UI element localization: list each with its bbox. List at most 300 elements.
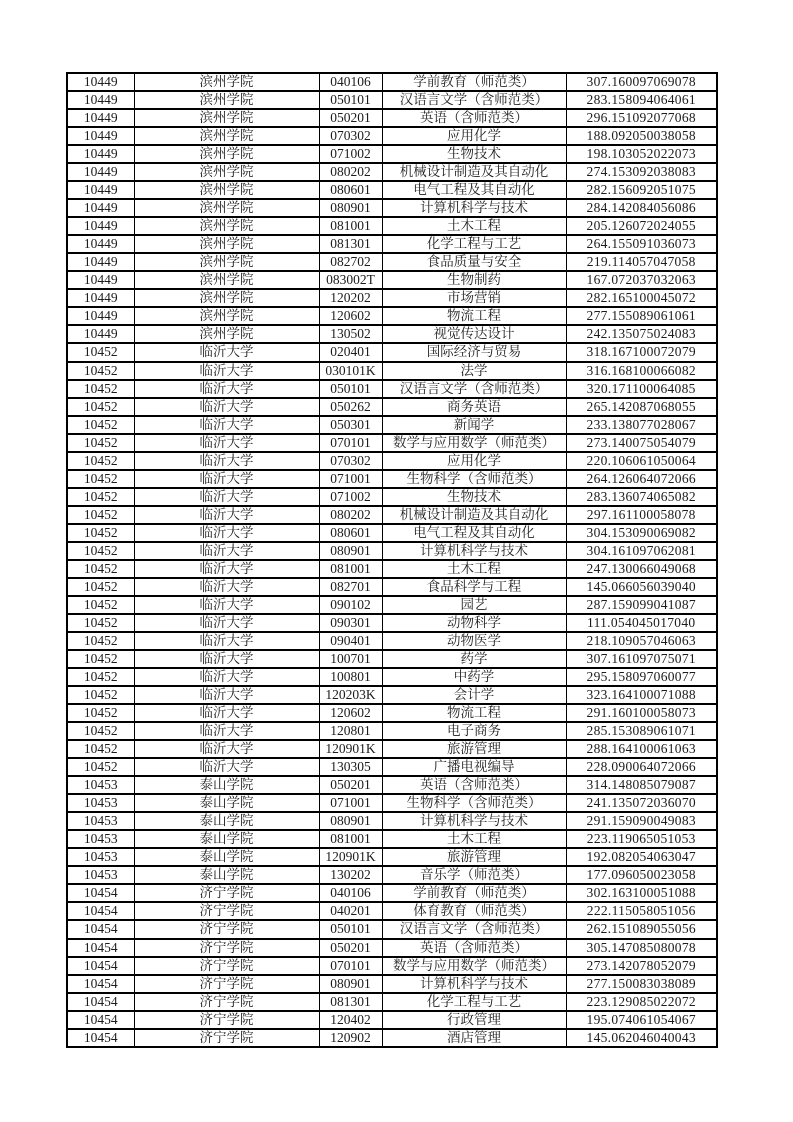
- school-code-cell: 10452: [67, 704, 134, 722]
- major-code-cell: 071001: [319, 794, 382, 812]
- school-code-cell: 10452: [67, 722, 134, 740]
- score-cell: 219.114057047058: [566, 253, 717, 271]
- major-code-cell: 130202: [319, 866, 382, 884]
- table-row: [67, 578, 717, 596]
- school-code-cell: 10452: [67, 596, 134, 614]
- major-name-cell: 计算机科学与技术: [382, 975, 566, 993]
- score-cell: 192.082054063047: [566, 848, 717, 866]
- school-code-cell: 10453: [67, 830, 134, 848]
- score-cell: 223.129085022072: [566, 993, 717, 1011]
- major-name-cell: 酒店管理: [382, 1029, 566, 1047]
- school-code-cell: 10452: [67, 560, 134, 578]
- score-cell: 282.165100045072: [566, 289, 717, 307]
- table-row: [67, 542, 717, 560]
- table-row: [67, 199, 717, 217]
- major-code-cell: 081001: [319, 560, 382, 578]
- table-row: [67, 686, 717, 704]
- school-code-cell: 10452: [67, 380, 134, 398]
- school-name-cell: 临沂大学: [134, 398, 319, 416]
- school-name-cell: 泰山学院: [134, 794, 319, 812]
- score-cell: 205.126072024055: [566, 217, 717, 235]
- school-name-cell: 济宁学院: [134, 975, 319, 993]
- school-name-cell: 滨州学院: [134, 253, 319, 271]
- school-name-cell: 泰山学院: [134, 776, 319, 794]
- school-code-cell: 10454: [67, 993, 134, 1011]
- school-code-cell: 10449: [67, 325, 134, 343]
- school-name-cell: 临沂大学: [134, 362, 319, 380]
- table-row: [67, 758, 717, 776]
- table-row: [67, 794, 717, 812]
- major-code-cell: 070302: [319, 452, 382, 470]
- score-cell: 262.151089055056: [566, 920, 717, 938]
- score-cell: 295.158097060077: [566, 668, 717, 686]
- school-code-cell: 10449: [67, 145, 134, 163]
- school-code-cell: 10452: [67, 650, 134, 668]
- table-row: [67, 830, 717, 848]
- school-code-cell: 10449: [67, 253, 134, 271]
- school-code-cell: 10452: [67, 343, 134, 361]
- score-cell: 304.161097062081: [566, 542, 717, 560]
- major-name-cell: 土木工程: [382, 560, 566, 578]
- major-code-cell: 070101: [319, 957, 382, 975]
- score-cell: 264.155091036073: [566, 235, 717, 253]
- major-name-cell: 计算机科学与技术: [382, 812, 566, 830]
- major-code-cell: 090102: [319, 596, 382, 614]
- major-name-cell: 电气工程及其自动化: [382, 524, 566, 542]
- major-name-cell: 中药学: [382, 668, 566, 686]
- school-name-cell: 临沂大学: [134, 722, 319, 740]
- major-code-cell: 080901: [319, 812, 382, 830]
- school-name-cell: 临沂大学: [134, 704, 319, 722]
- score-cell: 273.140075054079: [566, 434, 717, 452]
- major-name-cell: 计算机科学与技术: [382, 542, 566, 560]
- score-cell: 285.153089061071: [566, 722, 717, 740]
- score-cell: 111.054045017040: [566, 614, 717, 632]
- school-code-cell: 10452: [67, 506, 134, 524]
- school-code-cell: 10453: [67, 794, 134, 812]
- school-code-cell: 10452: [67, 434, 134, 452]
- school-name-cell: 泰山学院: [134, 830, 319, 848]
- major-name-cell: 学前教育（师范类）: [382, 73, 566, 91]
- table-row: [67, 416, 717, 434]
- major-code-cell: 083002T: [319, 271, 382, 289]
- table-row: [67, 939, 717, 957]
- school-name-cell: 济宁学院: [134, 884, 319, 902]
- table-row: [67, 596, 717, 614]
- table-row: [67, 253, 717, 271]
- major-name-cell: 土木工程: [382, 830, 566, 848]
- score-cell: 305.147085080078: [566, 939, 717, 957]
- school-name-cell: 滨州学院: [134, 163, 319, 181]
- major-code-cell: 082701: [319, 578, 382, 596]
- major-name-cell: 食品质量与安全: [382, 253, 566, 271]
- school-code-cell: 10449: [67, 289, 134, 307]
- table-row: [67, 524, 717, 542]
- major-name-cell: 生物科学（含师范类）: [382, 470, 566, 488]
- major-name-cell: 旅游管理: [382, 848, 566, 866]
- major-code-cell: 071002: [319, 488, 382, 506]
- school-name-cell: 临沂大学: [134, 758, 319, 776]
- school-code-cell: 10453: [67, 866, 134, 884]
- score-cell: 188.092050038058: [566, 127, 717, 145]
- score-cell: 242.135075024083: [566, 325, 717, 343]
- score-cell: 223.119065051053: [566, 830, 717, 848]
- table-row: [67, 127, 717, 145]
- major-code-cell: 120901K: [319, 848, 382, 866]
- school-name-cell: 临沂大学: [134, 343, 319, 361]
- major-name-cell: 视觉传达设计: [382, 325, 566, 343]
- major-code-cell: 130305: [319, 758, 382, 776]
- scores-table-body: [67, 73, 717, 1047]
- table-row: [67, 163, 717, 181]
- major-name-cell: 化学工程与工艺: [382, 993, 566, 1011]
- score-cell: 302.163100051088: [566, 884, 717, 902]
- school-name-cell: 临沂大学: [134, 524, 319, 542]
- major-name-cell: 汉语言文学（含师范类）: [382, 920, 566, 938]
- major-code-cell: 100701: [319, 650, 382, 668]
- major-name-cell: 汉语言文学（含师范类）: [382, 91, 566, 109]
- school-name-cell: 滨州学院: [134, 91, 319, 109]
- major-code-cell: 090401: [319, 632, 382, 650]
- major-code-cell: 040106: [319, 884, 382, 902]
- school-code-cell: 10449: [67, 73, 134, 91]
- table-row: [67, 289, 717, 307]
- table-row: [67, 73, 717, 91]
- school-name-cell: 济宁学院: [134, 920, 319, 938]
- table-row: [67, 776, 717, 794]
- score-cell: 291.159090049083: [566, 812, 717, 830]
- school-name-cell: 滨州学院: [134, 145, 319, 163]
- school-code-cell: 10454: [67, 1029, 134, 1047]
- major-name-cell: 物流工程: [382, 307, 566, 325]
- school-code-cell: 10449: [67, 199, 134, 217]
- school-code-cell: 10454: [67, 939, 134, 957]
- school-code-cell: 10452: [67, 452, 134, 470]
- major-name-cell: 行政管理: [382, 1011, 566, 1029]
- school-name-cell: 滨州学院: [134, 217, 319, 235]
- score-cell: 274.153092038083: [566, 163, 717, 181]
- major-name-cell: 英语（含师范类）: [382, 776, 566, 794]
- school-name-cell: 临沂大学: [134, 542, 319, 560]
- score-cell: 283.158094064061: [566, 91, 717, 109]
- school-code-cell: 10452: [67, 488, 134, 506]
- table-row: [67, 704, 717, 722]
- score-cell: 198.103052022073: [566, 145, 717, 163]
- table-row: [67, 920, 717, 938]
- major-code-cell: 070101: [319, 434, 382, 452]
- school-code-cell: 10449: [67, 91, 134, 109]
- table-row: [67, 325, 717, 343]
- table-row: [67, 506, 717, 524]
- school-name-cell: 滨州学院: [134, 127, 319, 145]
- school-name-cell: 滨州学院: [134, 181, 319, 199]
- major-code-cell: 080901: [319, 199, 382, 217]
- major-code-cell: 090301: [319, 614, 382, 632]
- school-code-cell: 10452: [67, 362, 134, 380]
- table-row: [67, 307, 717, 325]
- table-row: [67, 560, 717, 578]
- school-name-cell: 泰山学院: [134, 866, 319, 884]
- school-name-cell: 滨州学院: [134, 199, 319, 217]
- table-row: [67, 812, 717, 830]
- table-row: [67, 145, 717, 163]
- score-cell: 284.142084056086: [566, 199, 717, 217]
- school-code-cell: 10452: [67, 632, 134, 650]
- major-code-cell: 120402: [319, 1011, 382, 1029]
- major-name-cell: 化学工程与工艺: [382, 235, 566, 253]
- major-code-cell: 120602: [319, 704, 382, 722]
- major-name-cell: 音乐学（师范类）: [382, 866, 566, 884]
- major-code-cell: 050262: [319, 398, 382, 416]
- table-row: [67, 848, 717, 866]
- major-code-cell: 120202: [319, 289, 382, 307]
- school-name-cell: 临沂大学: [134, 650, 319, 668]
- school-name-cell: 临沂大学: [134, 596, 319, 614]
- table-row: [67, 975, 717, 993]
- school-name-cell: 临沂大学: [134, 578, 319, 596]
- major-code-cell: 050101: [319, 920, 382, 938]
- school-code-cell: 10454: [67, 920, 134, 938]
- major-name-cell: 动物医学: [382, 632, 566, 650]
- major-code-cell: 100801: [319, 668, 382, 686]
- major-name-cell: 市场营销: [382, 289, 566, 307]
- school-name-cell: 临沂大学: [134, 632, 319, 650]
- score-cell: 288.164100061063: [566, 740, 717, 758]
- score-cell: 314.148085079087: [566, 776, 717, 794]
- school-code-cell: 10452: [67, 542, 134, 560]
- major-name-cell: 物流工程: [382, 704, 566, 722]
- school-name-cell: 滨州学院: [134, 307, 319, 325]
- score-cell: 222.115058051056: [566, 902, 717, 920]
- school-name-cell: 济宁学院: [134, 993, 319, 1011]
- school-code-cell: 10449: [67, 307, 134, 325]
- major-name-cell: 数学与应用数学（师范类）: [382, 434, 566, 452]
- major-code-cell: 130502: [319, 325, 382, 343]
- table-row: [67, 632, 717, 650]
- major-name-cell: 生物科学（含师范类）: [382, 794, 566, 812]
- score-cell: 247.130066049068: [566, 560, 717, 578]
- major-code-cell: 120602: [319, 307, 382, 325]
- major-code-cell: 070302: [319, 127, 382, 145]
- major-code-cell: 081001: [319, 217, 382, 235]
- score-cell: 241.135072036070: [566, 794, 717, 812]
- table-row: [67, 380, 717, 398]
- score-cell: 167.072037032063: [566, 271, 717, 289]
- school-name-cell: 济宁学院: [134, 957, 319, 975]
- score-cell: 323.164100071088: [566, 686, 717, 704]
- table-row: [67, 1011, 717, 1029]
- score-cell: 318.167100072079: [566, 343, 717, 361]
- school-code-cell: 10449: [67, 163, 134, 181]
- major-name-cell: 动物科学: [382, 614, 566, 632]
- school-name-cell: 滨州学院: [134, 235, 319, 253]
- score-cell: 195.074061054067: [566, 1011, 717, 1029]
- major-code-cell: 050101: [319, 380, 382, 398]
- school-code-cell: 10453: [67, 848, 134, 866]
- table-row: [67, 271, 717, 289]
- table-row: [67, 109, 717, 127]
- school-name-cell: 济宁学院: [134, 939, 319, 957]
- major-name-cell: 数学与应用数学（师范类）: [382, 957, 566, 975]
- major-code-cell: 071001: [319, 470, 382, 488]
- school-code-cell: 10454: [67, 902, 134, 920]
- score-cell: 265.142087068055: [566, 398, 717, 416]
- score-cell: 233.138077028067: [566, 416, 717, 434]
- table-row: [67, 614, 717, 632]
- table-row: [67, 650, 717, 668]
- major-name-cell: 机械设计制造及其自动化: [382, 163, 566, 181]
- major-name-cell: 药学: [382, 650, 566, 668]
- school-code-cell: 10454: [67, 1011, 134, 1029]
- school-name-cell: 滨州学院: [134, 271, 319, 289]
- school-name-cell: 临沂大学: [134, 668, 319, 686]
- school-name-cell: 临沂大学: [134, 488, 319, 506]
- school-code-cell: 10449: [67, 217, 134, 235]
- school-code-cell: 10452: [67, 416, 134, 434]
- school-code-cell: 10452: [67, 668, 134, 686]
- table-row: [67, 957, 717, 975]
- score-cell: 297.161100058078: [566, 506, 717, 524]
- major-code-cell: 071002: [319, 145, 382, 163]
- score-cell: 177.096050023058: [566, 866, 717, 884]
- major-name-cell: 应用化学: [382, 452, 566, 470]
- school-name-cell: 济宁学院: [134, 1029, 319, 1047]
- major-code-cell: 080901: [319, 975, 382, 993]
- score-cell: 277.155089061061: [566, 307, 717, 325]
- score-cell: 316.168100066082: [566, 362, 717, 380]
- major-code-cell: 120203K: [319, 686, 382, 704]
- score-cell: 307.161097075071: [566, 650, 717, 668]
- major-name-cell: 土木工程: [382, 217, 566, 235]
- school-name-cell: 滨州学院: [134, 73, 319, 91]
- major-name-cell: 新闻学: [382, 416, 566, 434]
- major-code-cell: 050201: [319, 776, 382, 794]
- table-row: [67, 488, 717, 506]
- table-row: [67, 343, 717, 361]
- school-name-cell: 临沂大学: [134, 686, 319, 704]
- school-code-cell: 10449: [67, 181, 134, 199]
- school-code-cell: 10453: [67, 812, 134, 830]
- table-row: [67, 722, 717, 740]
- major-code-cell: 120901K: [319, 740, 382, 758]
- major-code-cell: 080601: [319, 181, 382, 199]
- table-row: [67, 235, 717, 253]
- table-row: [67, 434, 717, 452]
- major-code-cell: 081001: [319, 830, 382, 848]
- major-code-cell: 080601: [319, 524, 382, 542]
- major-name-cell: 旅游管理: [382, 740, 566, 758]
- major-name-cell: 生物技术: [382, 488, 566, 506]
- score-cell: 282.156092051075: [566, 181, 717, 199]
- school-code-cell: 10452: [67, 614, 134, 632]
- table-row: [67, 452, 717, 470]
- major-name-cell: 英语（含师范类）: [382, 109, 566, 127]
- school-code-cell: 10454: [67, 975, 134, 993]
- major-code-cell: 082702: [319, 253, 382, 271]
- school-name-cell: 泰山学院: [134, 848, 319, 866]
- school-name-cell: 滨州学院: [134, 325, 319, 343]
- major-code-cell: 040201: [319, 902, 382, 920]
- major-code-cell: 050201: [319, 939, 382, 957]
- major-name-cell: 学前教育（师范类）: [382, 884, 566, 902]
- table-row: [67, 740, 717, 758]
- score-cell: 307.160097069078: [566, 73, 717, 91]
- score-cell: 145.062046040043: [566, 1029, 717, 1047]
- table-row: [67, 91, 717, 109]
- school-name-cell: 临沂大学: [134, 434, 319, 452]
- table-row: [67, 217, 717, 235]
- score-cell: 277.150083038089: [566, 975, 717, 993]
- score-cell: 291.160100058073: [566, 704, 717, 722]
- major-name-cell: 机械设计制造及其自动化: [382, 506, 566, 524]
- score-cell: 304.153090069082: [566, 524, 717, 542]
- school-code-cell: 10452: [67, 524, 134, 542]
- school-code-cell: 10452: [67, 398, 134, 416]
- major-name-cell: 法学: [382, 362, 566, 380]
- table-row: [67, 362, 717, 380]
- table-row: [67, 1029, 717, 1047]
- score-cell: 220.106061050064: [566, 452, 717, 470]
- school-code-cell: 10452: [67, 758, 134, 776]
- school-code-cell: 10452: [67, 578, 134, 596]
- score-cell: 287.159099041087: [566, 596, 717, 614]
- score-cell: 264.126064072066: [566, 470, 717, 488]
- score-cell: 320.171100064085: [566, 380, 717, 398]
- school-code-cell: 10454: [67, 957, 134, 975]
- school-code-cell: 10452: [67, 740, 134, 758]
- school-code-cell: 10453: [67, 776, 134, 794]
- school-name-cell: 泰山学院: [134, 812, 319, 830]
- major-name-cell: 园艺: [382, 596, 566, 614]
- school-name-cell: 滨州学院: [134, 289, 319, 307]
- school-name-cell: 临沂大学: [134, 560, 319, 578]
- score-cell: 283.136074065082: [566, 488, 717, 506]
- school-name-cell: 临沂大学: [134, 740, 319, 758]
- major-code-cell: 120902: [319, 1029, 382, 1047]
- score-cell: 273.142078052079: [566, 957, 717, 975]
- school-code-cell: 10449: [67, 271, 134, 289]
- major-code-cell: 080901: [319, 542, 382, 560]
- school-code-cell: 10452: [67, 686, 134, 704]
- major-name-cell: 商务英语: [382, 398, 566, 416]
- school-name-cell: 临沂大学: [134, 506, 319, 524]
- school-name-cell: 滨州学院: [134, 109, 319, 127]
- major-code-cell: 081301: [319, 993, 382, 1011]
- major-name-cell: 电气工程及其自动化: [382, 181, 566, 199]
- school-name-cell: 济宁学院: [134, 902, 319, 920]
- major-name-cell: 英语（含师范类）: [382, 939, 566, 957]
- major-code-cell: 050201: [319, 109, 382, 127]
- school-code-cell: 10452: [67, 470, 134, 488]
- table-row: [67, 902, 717, 920]
- school-name-cell: 临沂大学: [134, 380, 319, 398]
- major-name-cell: 广播电视编导: [382, 758, 566, 776]
- major-name-cell: 国际经济与贸易: [382, 343, 566, 361]
- score-cell: 296.151092077068: [566, 109, 717, 127]
- school-code-cell: 10449: [67, 235, 134, 253]
- table-row: [67, 884, 717, 902]
- table-row: [67, 181, 717, 199]
- major-name-cell: 体育教育（师范类）: [382, 902, 566, 920]
- table-row: [67, 398, 717, 416]
- major-code-cell: 050101: [319, 91, 382, 109]
- school-name-cell: 临沂大学: [134, 470, 319, 488]
- major-code-cell: 040106: [319, 73, 382, 91]
- score-cell: 145.066056039040: [566, 578, 717, 596]
- major-name-cell: 生物技术: [382, 145, 566, 163]
- major-name-cell: 食品科学与工程: [382, 578, 566, 596]
- score-cell: 218.109057046063: [566, 632, 717, 650]
